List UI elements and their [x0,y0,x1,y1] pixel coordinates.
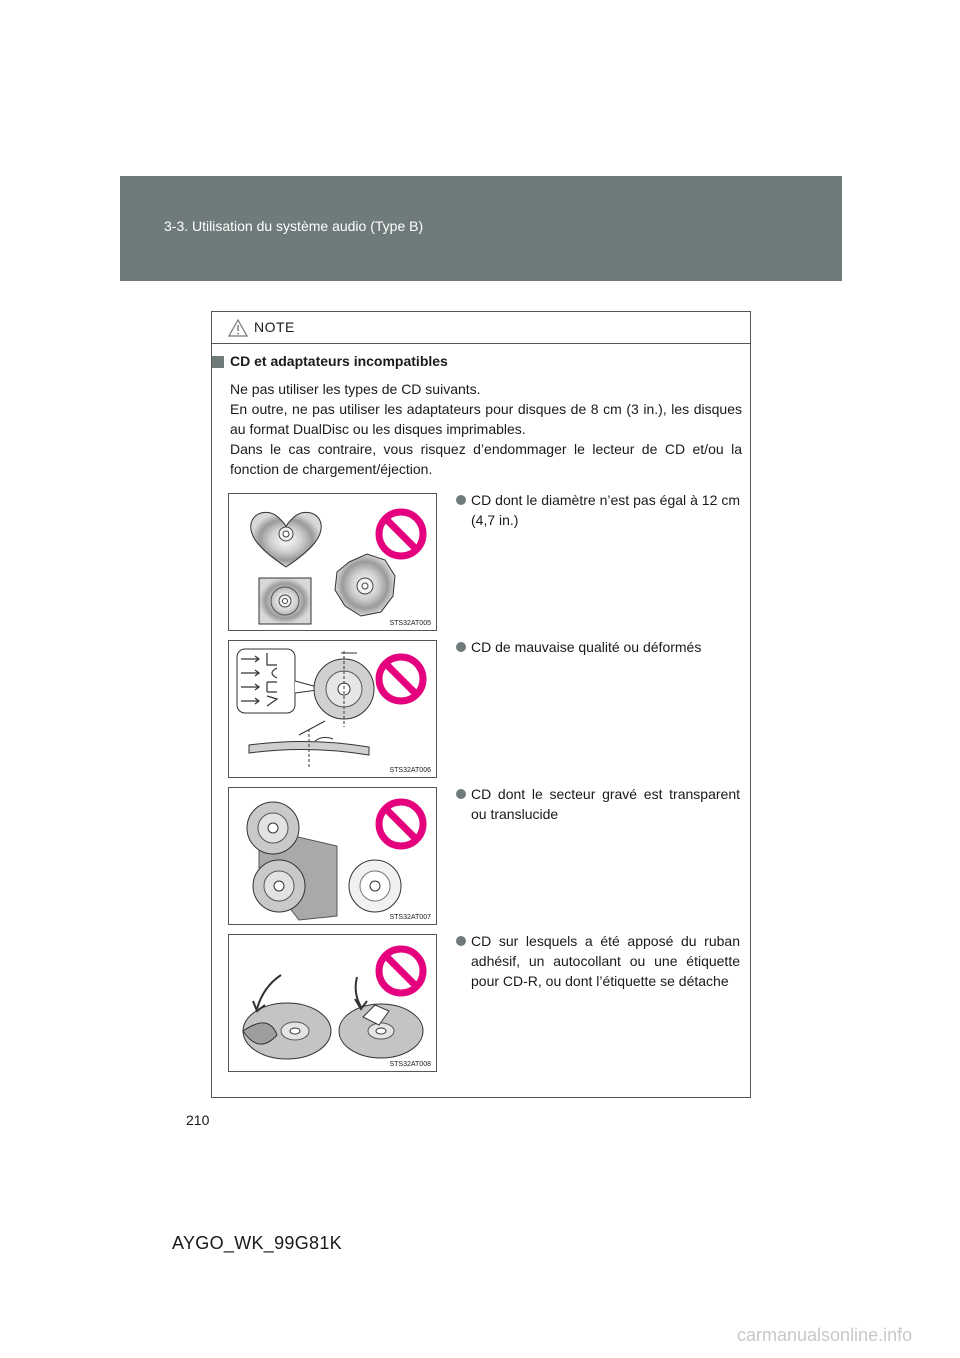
cd-icon [247,802,299,854]
bullet-icon [456,936,466,946]
bullet-icon [456,642,466,652]
warning-icon [228,319,248,337]
intro-line: Ne pas utiliser les types de CD suivants. [230,381,481,397]
section-title: 3-3. Utilisation du système audio (Type B) [164,218,424,234]
list-item-text: CD de mauvaise qualité ou déformés [471,639,702,655]
figure-code: STS32AT006 [389,767,431,774]
document-code: AYGO_WK_99G81K [172,1233,342,1253]
peeling-label-cd-icon [243,975,331,1059]
section-square-icon [212,356,224,368]
note-header [212,312,750,344]
figure-labeled-cds [228,934,437,1072]
intro-line: Dans le cas contraire, vous risquez d’endommager le lecteur de CD et/ou la fonction de chargement/éjection. [230,441,742,477]
prohibition-icon [379,657,423,701]
watermark-link[interactable]: carmanualsonline.info [737,1325,913,1345]
intro-text [230,379,742,479]
prohibition-icon [379,512,423,556]
prohibition-icon [379,802,423,846]
edge-detail-callout [237,649,325,713]
list-item [458,637,740,657]
square-cd-icon [259,578,311,624]
intro-line: En outre, ne pas utiliser les adaptateurs pour disques de 8 cm (3 in.), les disques au format DualDisc ou les disques imprimables. [230,401,742,437]
list-item [458,931,740,991]
figure-code: STS32AT008 [389,1061,431,1068]
note-box [211,311,751,1098]
page-number: 210 [186,1112,210,1128]
figure-odd-shaped-cds [228,493,437,631]
cd-icon [253,860,305,912]
octagon-cd-icon [335,554,395,616]
figure-code: STS32AT007 [389,914,431,921]
list-item-text: CD dont le secteur gravé est transparent ou translucide [471,786,740,822]
list-item-text: CD dont le diamètre n’est pas égal à 12 cm (4,7 in.) [471,492,740,528]
figure-transparent-cds [228,787,437,925]
heart-cd-icon [251,512,321,567]
transparent-cd-icon [349,860,401,912]
list-item-text: CD sur lesquels a été apposé du ruban adhésif, un autocollant ou une étiquette pour CD-R, ou dont l’étiquette se détache [471,933,740,989]
note-title: NOTE [254,319,295,335]
list-item [458,490,740,530]
figure-code: STS32AT005 [389,620,431,627]
bullet-icon [456,789,466,799]
section-header-bar [120,176,842,281]
section-heading: CD et adaptateurs incompatibles [230,353,448,369]
bullet-icon [456,495,466,505]
warped-cd-side-view-icon [249,721,369,769]
figure-damaged-cds [228,640,437,778]
list-item [458,784,740,824]
cd-icon [314,651,374,727]
prohibition-icon [379,949,423,993]
